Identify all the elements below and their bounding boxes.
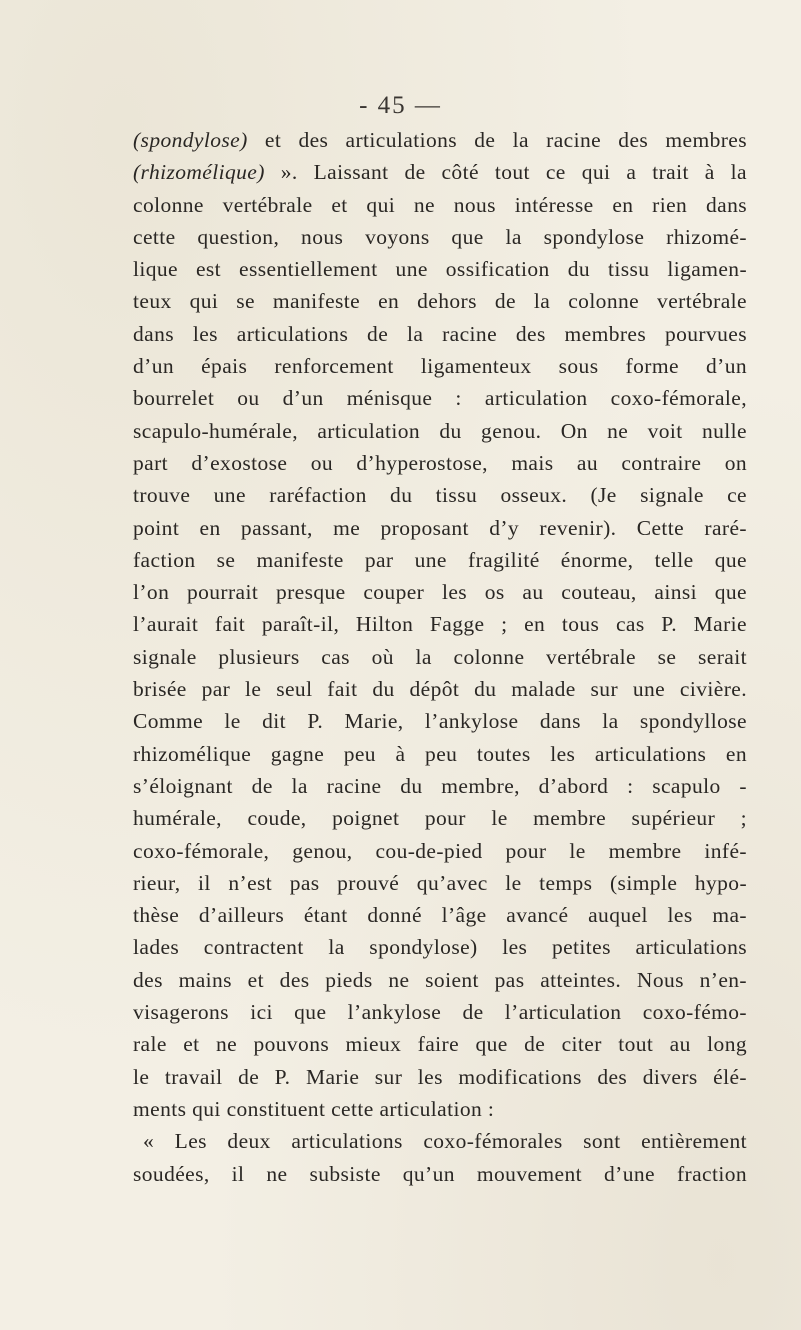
- text-run: signale plusieurs cas où la colonne vertébrale se serait: [133, 644, 747, 669]
- text-run: et des articulations de la racine des membres: [247, 128, 747, 152]
- text-run: thèse d’ailleurs étant donné l’âge avancé auquel les ma-: [133, 903, 747, 928]
- text-run: rale et ne pouvons mieux faire que de citer tout au long: [133, 1032, 747, 1057]
- text-run: coxo-fémorale, genou, cou-de-pied pour le membre infé-: [133, 838, 747, 863]
- text-line: [133, 641, 747, 673]
- body-text: [133, 124, 747, 1190]
- text-run: trouve une raréfaction du tissu osseux. (Je signale ce: [133, 483, 747, 508]
- text-run: lades contractent la spondylose) les petites articulations: [133, 935, 747, 960]
- text-run: « Les deux articulations coxo-fémorales sont entièrement: [143, 1129, 747, 1154]
- text-line: [133, 770, 747, 802]
- text-line: [133, 608, 747, 640]
- text-line: [133, 867, 747, 899]
- text-line: [133, 996, 747, 1028]
- text-run: rhizomélique gagne peu à peu toutes les articulations en: [133, 741, 747, 766]
- text-run: faction se manifeste par une fragilité énorme, telle que: [133, 547, 747, 572]
- text-run: scapulo-humérale, articulation du genou. On ne voit nulle: [133, 418, 747, 443]
- text-run: des mains et des pieds ne soient pas atteintes. Nous n’en-: [133, 967, 747, 992]
- text-line: [133, 221, 747, 253]
- text-line: [133, 156, 747, 188]
- text-run: ». Laissant de côté tout ce qui a trait à la: [264, 160, 747, 185]
- text-line: [133, 576, 747, 608]
- text-run: l’aurait fait paraît-il, Hilton Fagge ; en tous cas P. Marie: [133, 612, 747, 637]
- text-line: [133, 253, 747, 285]
- text-line: [133, 1125, 747, 1157]
- text-run: ments qui constituent cette articulation :: [133, 1096, 495, 1121]
- text-line: [133, 350, 747, 382]
- text-line: [133, 189, 747, 221]
- text-run: rieur, il n’est pas prouvé qu’avec le temps (simple hypo-: [133, 870, 747, 895]
- text-run: lique est essentiellement une ossification du tissu ligamen-: [133, 257, 747, 282]
- text-run: le travail de P. Marie sur les modifications des divers élé-: [133, 1064, 747, 1089]
- text-run: part d’exostose ou d’hyperostose, mais au contraire on: [133, 450, 747, 475]
- italic-term: (spondylose): [133, 128, 248, 152]
- text-line: [133, 705, 747, 737]
- text-run: point en passant, me proposant d’y revenir). Cette raré-: [133, 515, 747, 540]
- text-run: humérale, coude, poignet pour le membre supérieur ;: [133, 806, 747, 831]
- text-run: l’on pourrait presque couper les os au couteau, ainsi que: [133, 580, 747, 605]
- text-line: [133, 738, 747, 770]
- text-run: soudées, il ne subsiste qu’un mouvement d’une fraction: [133, 1161, 747, 1186]
- text-line: [133, 1028, 747, 1060]
- page-number: - 45 —: [359, 92, 442, 119]
- text-line: [133, 1093, 747, 1125]
- text-line: [133, 124, 747, 156]
- text-line: [133, 285, 747, 317]
- text-line: [133, 382, 747, 414]
- text-run: cette question, nous voyons que la spondylose rhizomé-: [133, 224, 747, 249]
- text-run: brisée par le seul fait du dépôt du malade sur une civière.: [133, 677, 747, 702]
- italic-term: (rhizomélique): [133, 160, 265, 185]
- text-run: dans les articulations de la racine des membres pourvues: [133, 321, 747, 346]
- text-line: [133, 447, 747, 479]
- text-line: [133, 479, 747, 511]
- text-run: bourrelet ou d’un ménisque : articulation coxo-fémorale,: [133, 386, 747, 411]
- text-line: [133, 964, 747, 996]
- text-line: [133, 673, 747, 705]
- text-run: colonne vertébrale et qui ne nous intéresse en rien dans: [133, 192, 747, 217]
- text-line: [133, 512, 747, 544]
- text-line: [133, 1158, 747, 1190]
- text-line: [133, 835, 747, 867]
- text-run: visagerons ici que l’ankylose de l’articulation coxo-fémo-: [133, 1000, 747, 1025]
- text-line: [133, 802, 747, 834]
- text-line: [133, 1061, 747, 1093]
- text-line: [133, 415, 747, 447]
- text-line: [133, 318, 747, 350]
- text-run: teux qui se manifeste en dehors de la colonne vertébrale: [133, 289, 747, 314]
- text-run: d’un épais renforcement ligamenteux sous forme d’un: [133, 354, 747, 379]
- text-run: Comme le dit P. Marie, l’ankylose dans la spondyllose: [133, 709, 747, 734]
- text-line: [133, 899, 747, 931]
- text-line: [133, 931, 747, 963]
- text-run: s’éloignant de la racine du membre, d’abord : scapulo -: [133, 773, 747, 798]
- text-line: [133, 544, 747, 576]
